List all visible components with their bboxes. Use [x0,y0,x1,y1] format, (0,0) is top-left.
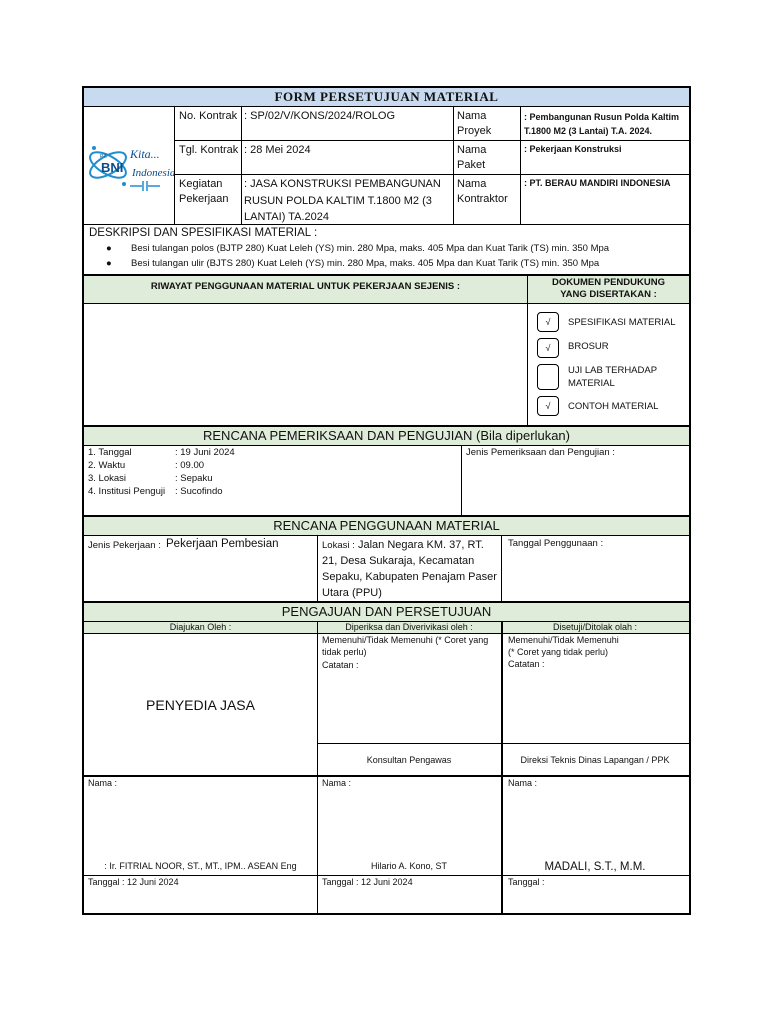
kegiatan-value: : JASA KONSTRUKSI PEMBANGUNAN RUSUN POLDA KALTIM T.1800 M2 (3 LANTAI) TA.2024 [244,178,441,223]
signatory-direksi: MADALI, S.T., M.M. [544,861,646,873]
rencana-penggunaan-heading: RENCANA PENGGUNAAN MATERIAL [273,518,500,533]
pemeriksaan-value: : Sucofindo [175,486,223,497]
nama-proyek-label: Nama Proyek [457,110,492,137]
riwayat-heading: RIWAYAT PENGGUNAAN MATERIAL UNTUK PEKERJAAN SEJENIS : [150,281,461,292]
col2-catatan-label: Catatan : [322,660,359,670]
tanggal-penggunaan-label: Tanggal Penggunaan : [508,538,604,549]
penyedia-jasa-label: PENYEDIA JASA [146,697,255,713]
col3-catatan-label: Catatan : [508,659,545,669]
checkbox-uji-lab[interactable] [537,364,559,390]
rencana-penggunaan-band [84,517,689,535]
deskripsi-heading: DESKRIPSI DAN SPESIFIKASI MATERIAL : [89,227,318,239]
signatory-konsultan: Hilario A. Kono, ST [370,861,448,871]
nama-label: Nama : [88,778,118,788]
nama-kontraktor-label: Nama Kontraktor [457,178,508,205]
pemeriksaan-value: : 19 Juni 2024 [175,447,235,458]
pengajuan-heading: PENGAJUAN DAN PERSETUJUAN [281,604,492,619]
nama-kontraktor-value: : PT. BERAU MANDIRI INDONESIA [524,178,671,188]
no-kontrak-label: No. Kontrak [179,110,238,122]
col2-memenuhi-text: Memenuhi/Tidak Memenuhi (* Coret yang tidak perlu) [322,635,489,657]
nama-proyek-value: : Pembangunan Rusun Polda Kaltim T.1800 M2 (3 Lantai) T.A. 2024. [524,112,680,136]
konsultan-pengawas-label: Konsultan Pengawas [366,755,452,765]
no-kontrak-value: : SP/02/V/KONS/2024/ROLOG [244,110,396,122]
form-title: FORM PERSETUJUAN MATERIAL [274,89,499,104]
diajukan-oleh-label: Diajukan Oleh : [169,622,232,632]
dokumen-item-label: SPESIFIKASI MATERIAL [568,317,676,328]
riwayat-band [84,276,527,303]
direksi-teknis-label: Direksi Teknis Dinas Lapangan / PPK [520,755,670,765]
dokumen-band [528,276,689,303]
material-approval-form [82,86,691,915]
checkbox-contoh[interactable]: √ [537,396,559,416]
kegiatan-label: Kegiatan Pekerjaan [179,178,229,205]
rencana-pemeriksaan-heading: RENCANA PEMERIKSAAN DAN PENGUJIAN (Bila diperlukan) [203,428,570,443]
pemeriksaan-label: 4. Institusi Penguji [88,486,166,497]
checkbox-brosur[interactable]: √ [537,338,559,358]
tanggal-konsultan: Tanggal : 12 Juni 2024 [322,877,413,887]
nama-paket-label: Nama Paket [457,144,487,171]
deskripsi-bullet-icon: ● [106,243,112,254]
dokumen-item-label: CONTOH MATERIAL [568,401,659,412]
deskripsi-bullet-icon: ● [106,258,112,269]
svg-text:Indonesia: Indonesia [132,167,174,179]
pemeriksaan-label: 3. Lokasi [88,473,127,484]
pengajuan-band [84,603,689,621]
jenis-pemeriksaan-label: Jenis Pemeriksaan dan Pengujian : [466,447,615,458]
lokasi-label: Lokasi : [322,540,355,551]
dokumen-heading: DOKUMEN PENDUKUNG YANG DISERTAKAN : [552,277,665,300]
rencana-pemeriksaan-band [84,427,689,445]
pemeriksaan-value: : 09.00 [175,460,205,471]
deskripsi-item: Besi tulangan ulir (BJTS 280) Kuat Leleh (YS) min. 280 Mpa, maks. 405 Mpa dan Kuat Tarik (TS) min. 350 Mpa [131,258,600,269]
tgl-kontrak-label: Tgl. Kontrak [179,144,239,156]
signatory-penyedia: : Ir. FITRIAL NOOR, ST., MT., IPM.. ASEAN Eng [104,861,297,871]
diperiksa-oleh-label: Diperiksa dan Diverivikasi oleh : [345,622,473,632]
col3-coret-text: (* Coret yang tidak perlu) [508,647,609,657]
pemeriksaan-value: : Sepaku [175,473,213,484]
disetujui-oleh-label: Disetuji/Ditolak olah : [552,622,638,632]
tanggal-penyedia: Tanggal : 12 Juni 2024 [88,877,179,887]
svg-text:Kita...: Kita... [130,147,160,161]
deskripsi-item: Besi tulangan polos (BJTP 280) Kuat Leleh (YS) min. 280 Mpa, maks. 405 Mpa dan Kuat Tarik (TS) min. 350 Mpa [131,243,610,254]
company-logo [86,134,174,196]
col3-memenuhi-text: Memenuhi/Tidak Memenuhi [508,635,619,645]
svg-text:PT.: PT. [100,154,108,160]
nama-label: Nama : [508,778,538,788]
dokumen-item-label: UJI LAB TERHADAP MATERIAL [568,365,657,389]
pemeriksaan-label: 2. Waktu [88,460,126,471]
form-title-band [84,88,689,106]
pemeriksaan-label: 1. Tanggal [88,447,132,458]
lokasi-value: Jalan Negara KM. 37, RT. 21, Desa Sukaraja, Kecamatan Sepaku, Kabupaten Penajam Paser Utara (PPU) [322,539,497,599]
jenis-pekerjaan-value: Pekerjaan Pembesian [166,538,279,550]
checkbox-spesifikasi[interactable]: √ [537,312,559,332]
nama-paket-value: : Pekerjaan Konstruksi [524,144,622,154]
jenis-pekerjaan-label: Jenis Pekerjaan : [88,540,161,551]
bni-logo-icon [86,134,174,196]
dokumen-item-label: BROSUR [568,341,609,352]
tanggal-direksi: Tanggal : [508,877,545,887]
tgl-kontrak-value: : 28 Mei 2024 [244,144,311,156]
nama-label: Nama : [322,778,352,788]
svg-text:BNI: BNI [101,160,124,175]
